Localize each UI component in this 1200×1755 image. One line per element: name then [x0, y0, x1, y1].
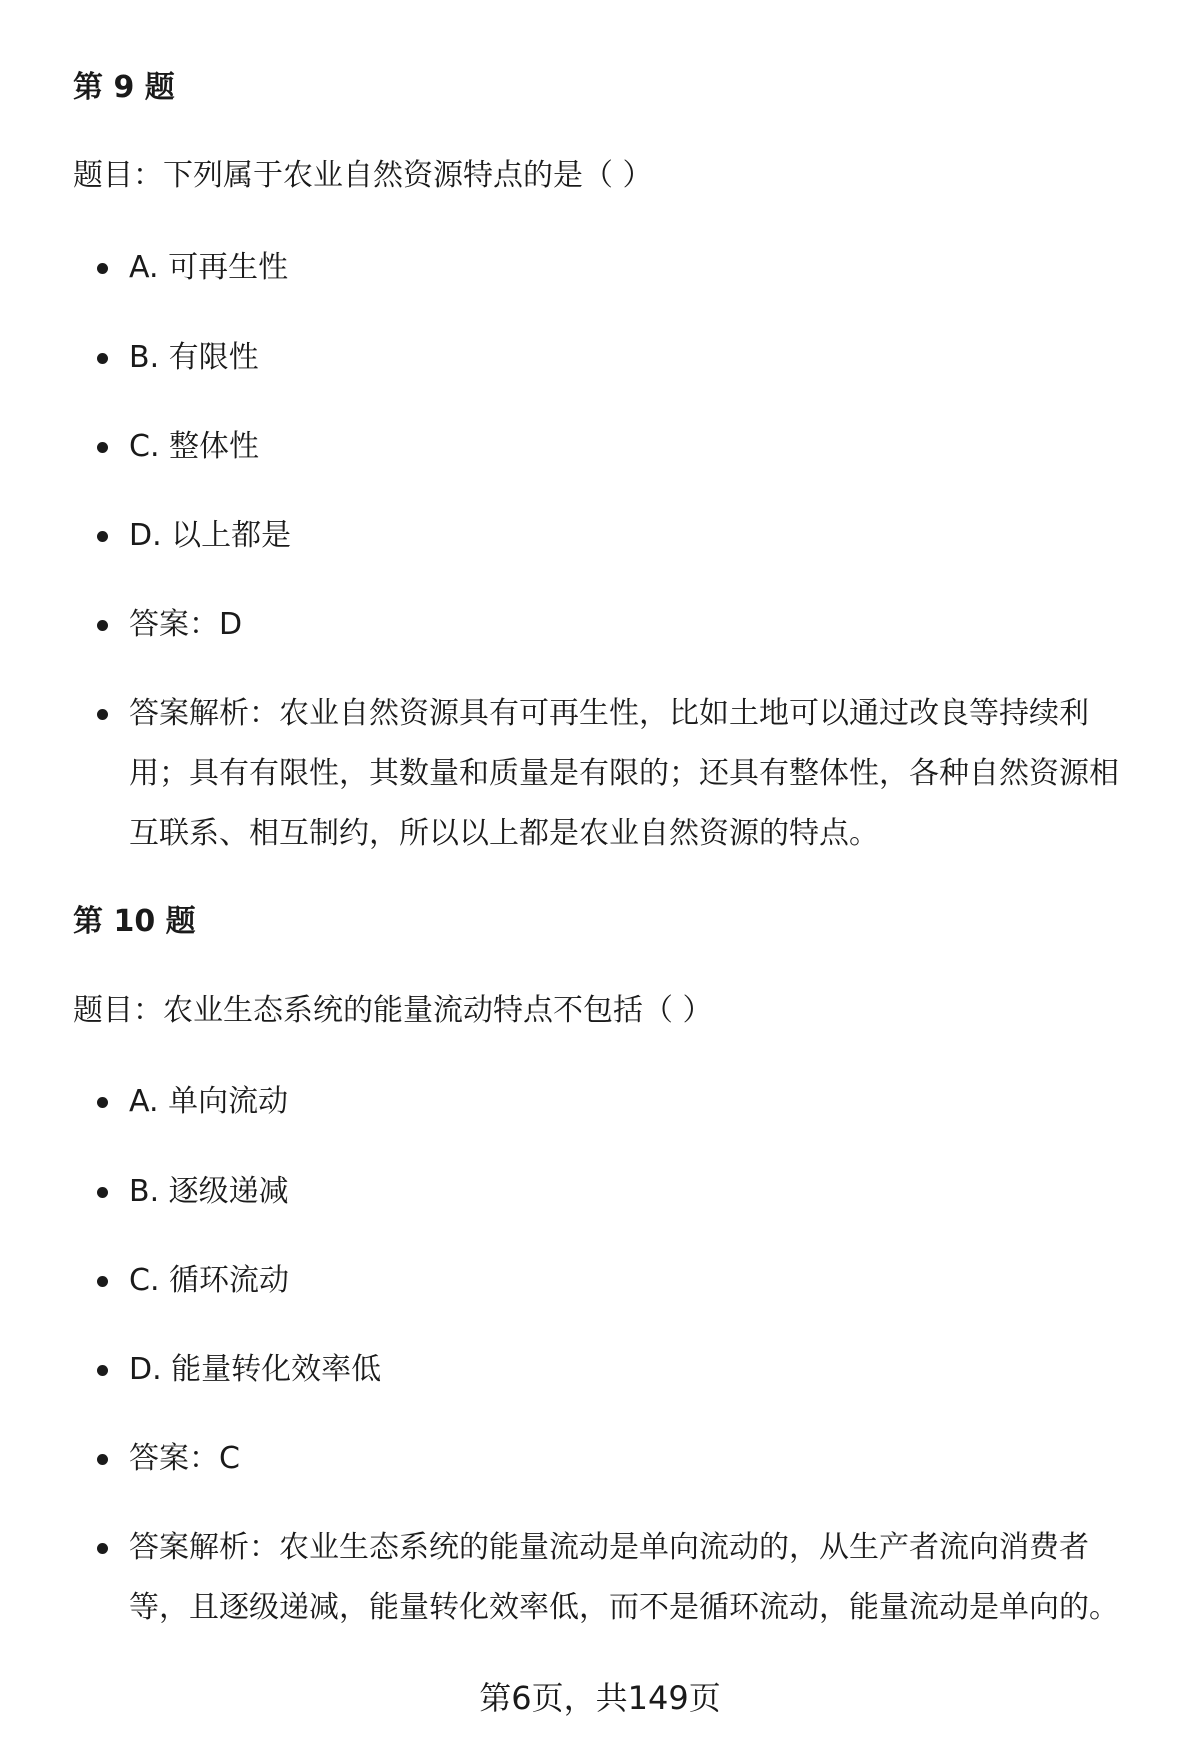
- question-heading: 第 9 题: [73, 70, 175, 105]
- bullet-icon: [97, 263, 108, 274]
- answer-analysis: 答案解析：农业自然资源具有可再生性，比如土地可以通过改良等持续利用；具有有限性，其数量和质量是有限的；还具有整体性，各种自然资源相互联系、相互制约，所以以上都是农业自然资源的特点。: [97, 684, 1137, 864]
- option-b: B. 有限性: [97, 328, 1137, 388]
- option-d: D. 以上都是: [97, 506, 1137, 566]
- option-c: C. 循环流动: [97, 1251, 1137, 1311]
- bullet-icon: [97, 620, 108, 631]
- bullet-icon: [97, 709, 108, 720]
- page-number-footer: 第6页，共149页: [479, 1679, 721, 1717]
- bullet-icon: [97, 1454, 108, 1465]
- bullet-icon: [97, 353, 108, 364]
- bullet-icon: [97, 1365, 108, 1376]
- bullet-icon: [97, 442, 108, 453]
- option-a: A. 可再生性: [97, 238, 1137, 298]
- answer-analysis: 答案解析：农业生态系统的能量流动是单向流动的，从生产者流向消费者等，且逐级递减，能量转化效率低，而不是循环流动，能量流动是单向的。: [97, 1518, 1137, 1638]
- question-heading: 第 10 题: [73, 904, 196, 939]
- answer: 答案：D: [97, 595, 1137, 655]
- bullet-icon: [97, 1543, 108, 1554]
- question-stem: 题目：下列属于农业自然资源特点的是（ ）: [73, 158, 653, 193]
- bullet-icon: [97, 531, 108, 542]
- option-d: D. 能量转化效率低: [97, 1340, 1137, 1400]
- bullet-icon: [97, 1276, 108, 1287]
- question-stem: 题目：农业生态系统的能量流动特点不包括（ ）: [73, 993, 713, 1028]
- bullet-icon: [97, 1187, 108, 1198]
- option-c: C. 整体性: [97, 417, 1137, 477]
- option-b: B. 逐级递减: [97, 1162, 1137, 1222]
- answer: 答案：C: [97, 1429, 1137, 1489]
- option-a: A. 单向流动: [97, 1072, 1137, 1132]
- bullet-icon: [97, 1097, 108, 1108]
